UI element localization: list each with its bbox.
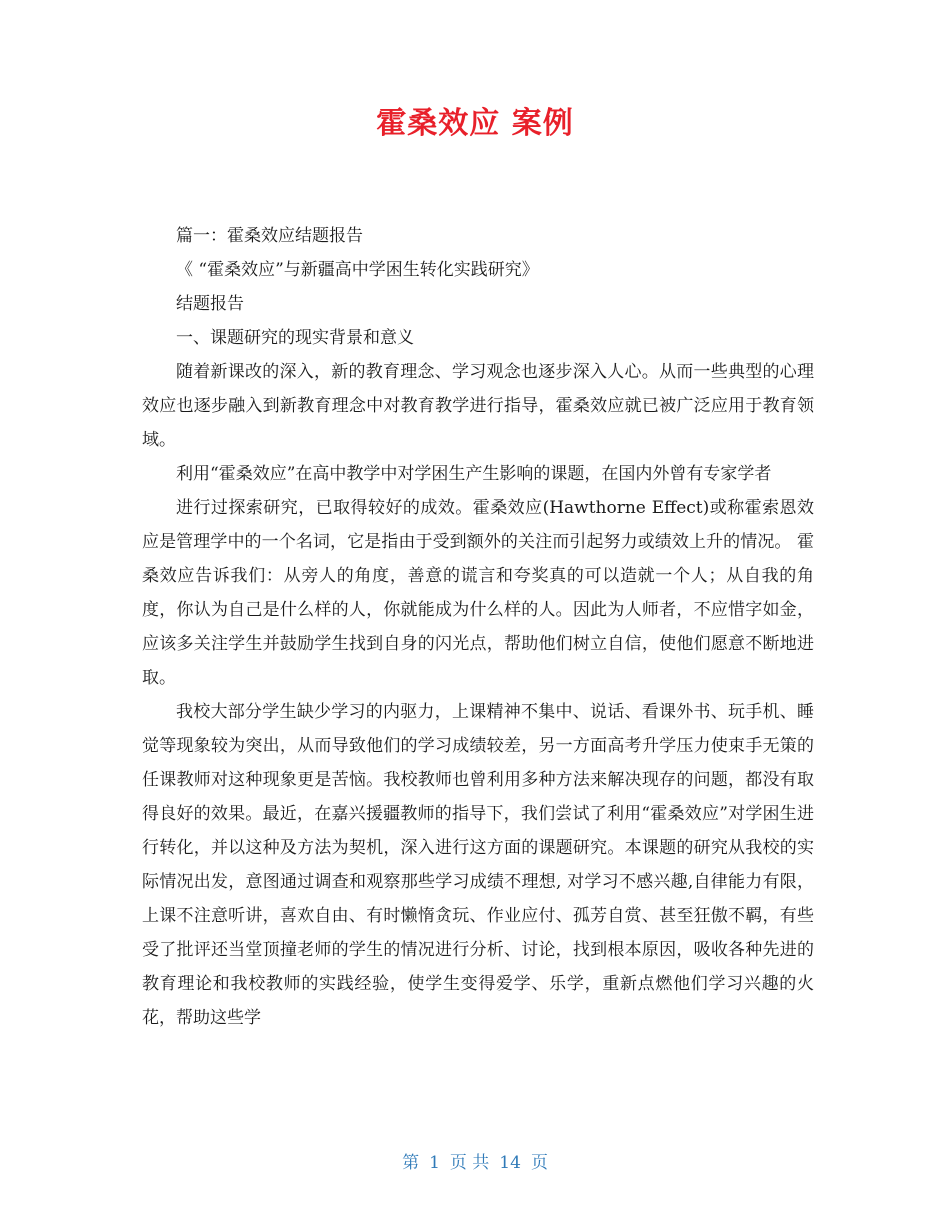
paragraph: 我校大部分学生缺少学习的内驱力，上课精神不集中、说话、看课外书、玩手机、睡觉等现象较为突出，从而导致他们的学习成绩较差，另一方面高考升学压力使束手无策的任课教师对这种现象更是苦恼。我校教师也曾利用多种方法来解决现存的问题，都没有取得良好的效果。最近，在嘉兴援疆教师的指导下，我们尝试了利用“霍桑效应”对学困生进行转化，并以这种及方法为契机，深入进行这方面的课题研究。本课题的研究从我校的实际情况出发，意图通过调查和观察那些学习成绩不理想, 对学习不感兴趣,自律能力有限，上课不注意听讲，喜欢自由、有时懒惰贪玩、作业应付、孤芳自赏、甚至狂傲不羁，有些受了批评还当堂顶撞老师的学生的情况进行分析、讨论，找到根本原因，吸收各种先进的教育理论和我校教师的实践经验，使学生变得爱学、乐学，重新点燃他们学习兴趣的火花，帮助这些学	[142, 702, 814, 1028]
report-label: 结题报告	[176, 294, 244, 314]
paragraph: 进行过探索研究，已取得较好的成效。霍桑效应(Hawthorne Effect)或称霍索恩效应是管理学中的一个名词，它是指由于受到额外的关注而引起努力或绩效上升的情况。 霍桑效应告诉我们：从旁人的角度，善意的谎言和夸奖真的可以造就一个人；从自我的角度，你认为自己是什么样的人，你就能成为什么样的人。因此为人师者，不应惜字如金，应该多关注学生并鼓励学生找到自身的闪光点，帮助他们树立自信，使他们愿意不断地进取。	[142, 498, 814, 688]
current-page-number: 1	[429, 1153, 440, 1173]
paragraph: 随着新课改的深入，新的教育理念、学习观念也逐步深入人心。从而一些典型的心理效应也逐步融入到新教育理念中对教育教学进行指导，霍桑效应就已被广泛应用于教育领域。	[142, 362, 814, 450]
footer-prefix: 第	[402, 1153, 420, 1173]
footer-middle: 页 共	[449, 1153, 490, 1173]
footer-suffix: 页	[530, 1153, 548, 1173]
section-heading: 篇一：霍桑效应结题报告	[176, 226, 363, 246]
paragraph: 利用“霍桑效应”在高中教学中对学困生产生影响的课题，在国内外曾有专家学者	[176, 464, 772, 484]
page-number-footer	[0, 1148, 950, 1173]
report-name: 《 “霍桑效应”与新疆高中学困生转化实践研究》	[176, 260, 539, 280]
document-title: 霍桑效应 案例	[376, 106, 574, 141]
chapter-heading: 一、课题研究的现实背景和意义	[176, 328, 414, 348]
total-pages-number: 14	[499, 1153, 521, 1173]
document-body	[142, 219, 814, 1035]
